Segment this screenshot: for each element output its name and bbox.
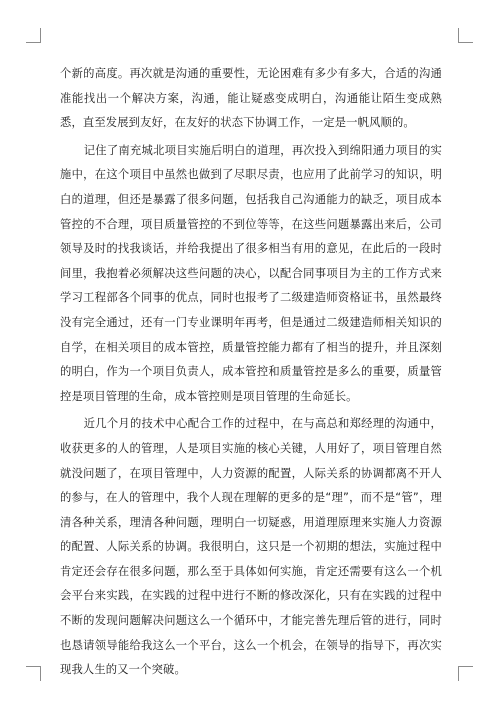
crop-mark-bottom-right xyxy=(458,666,473,681)
crop-mark-top-left xyxy=(26,28,41,43)
paragraph: 记住了南充城北项目实施后明白的道理，再次投入到绵阳通力项目的实施中，在这个项目中虽然也做到了尽职尽责，也应用了此前学习的知识，明白的道理，但还是暴露了很多问题，包括我自己沟通能力的缺乏，项目成本管控的不合理，项目质量管控的不到位等等，在这些问题暴露出来后，公司领导及时的找我谈话，并给我提出了很多相当有用的意见，在此后的一段时间里，我抱着必须解决这些问题的决心，以配合同事项目为主的工作方式来学习工程部各个同事的优点，同时也报考了二级建造师资格证书，虽然最终没有完全通过，还有一门专业课明年再考，但是通过二级建造师相关知识的自学，在相关项目的成本管控，质量管控能力都有了相当的提升，并且深刻的明白，作为一个项目负责人，成本管控和质量管控是多么的重要，质量管控是项目管理的生命，成本管控则是项目管理的生命延长。 xyxy=(60,143,442,403)
document-body xyxy=(60,62,442,686)
crop-mark-bottom-left xyxy=(26,666,41,681)
paragraph: 近几个月的技术中心配合工作的过程中，在与高总和郑经理的沟通中，收获更多的人的管理，人是项目实施的核心关键，人用好了，项目管理自然就没问题了，在项目管理中，人力资源的配置，人际关系的协调都离不开人的参与，在人的管理中，我个人现在理解的更多的是“理”，而不是“管”，理清各种关系，理清各种问题，理明白一切疑惑，用道理原理来实施人力资源的配置、人际关系的协调。我很明白，这只是一个初期的想法，实施过程中肯定还会存在很多问题，那么至于具体如何实施，肯定还需要有这么一个机会平台来实践，在实践的过程中进行不断的修改深化，只有在实践的过程中不断的发现问题解决问题这么一个循环中，才能完善先理后管的进行，同时也恳请领导能给我这么一个平台，这么一个机会，在领导的指导下，再次实现我人生的又一个突破。 xyxy=(60,417,442,677)
paragraph: 个新的高度。再次就是沟通的重要性，无论困难有多少有多大，合适的沟通准能找出一个解决方案，沟通，能让疑惑变成明白，沟通能让陌生变成熟悉，直至发展到友好，在友好的状态下协调工作，一定是一帆风顺的。 xyxy=(60,67,442,130)
crop-mark-top-right xyxy=(458,28,473,43)
